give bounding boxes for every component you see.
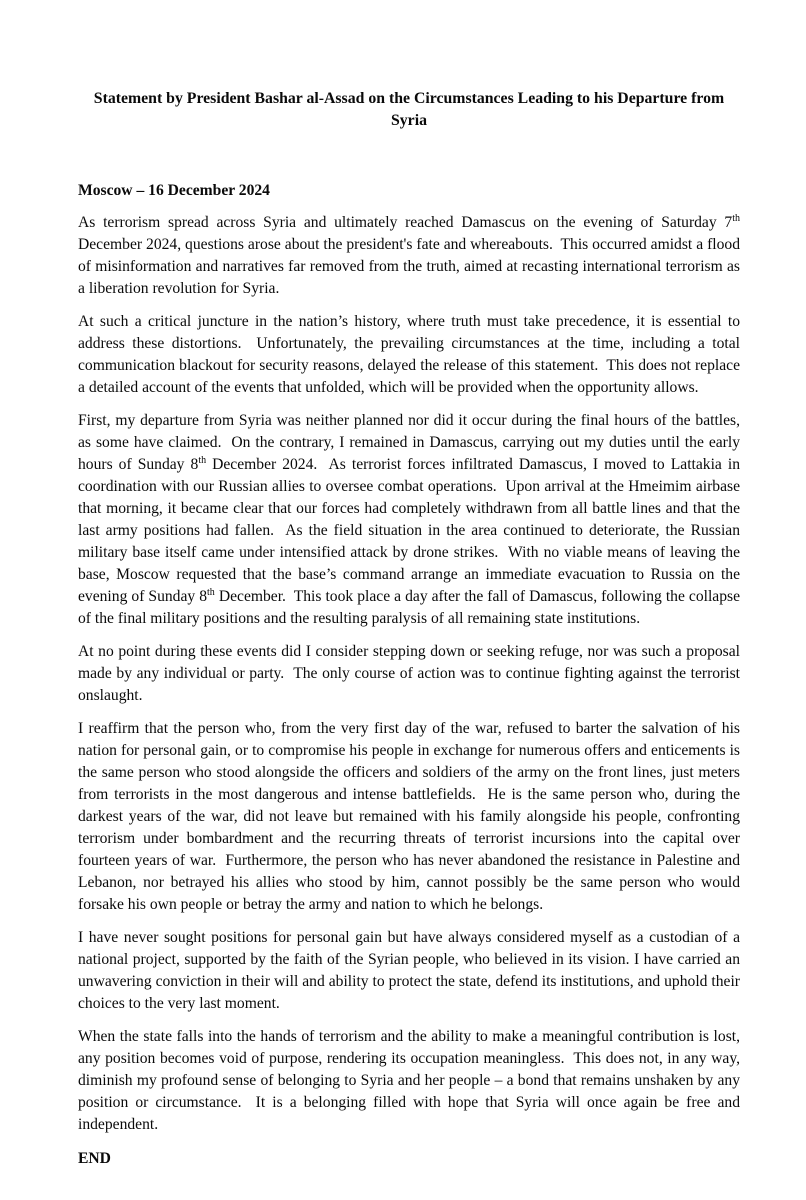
paragraph: I have never sought positions for personal gain but have always considered myself as a custodian of a national project, supported by the faith of the Syrian people, who believed in its vision. I have carried an unwavering conviction in their will and ability to protect the state, defend its institutions, and uphold their choices to the very last moment.	[78, 929, 744, 1012]
paragraph: At such a critical juncture in the nation’s history, where truth must take precedence, it is essential to address these distortions. Unfortunately, the prevailing circumstances at the time, including a total communication blackout for security reasons, delayed the release of this statement. This does not replace a detailed account of the events that unfolded, which will be provided when the opportunity allows.	[78, 313, 744, 396]
ordinal-superscript: th	[198, 454, 207, 466]
document-body	[78, 212, 744, 1136]
ordinal-superscript: th	[207, 586, 215, 598]
paragraph: When the state falls into the hands of terrorism and the ability to make a meaningful contribution is lost, any position becomes void of purpose, rendering its occupation meaningless. This does not, in any way, diminish my profound sense of belonging to Syria and her people – a bond that remains unshaken by any position or circumstance. It is a belonging filled with hope that Syria will once again be free and independent.	[78, 1028, 744, 1133]
ordinal-superscript: th	[732, 212, 740, 224]
paragraph: First, my departure from Syria was neither planned nor did it occur during the final hours of the battles, as some have claimed. On the contrary, I remained in Damascus, carrying out my duties until the early hours of Sunday 8th December 2024. As terrorist forces infiltrated Damascus, I moved to Lattakia in coordination with our Russian allies to oversee combat operations. Upon arrival at the Hmeimim airbase that morning, it became clear that our forces had completely withdrawn from all battle lines and that the last army positions had fallen. As the field situation in the area continued to deteriorate, the Russian military base itself came under intensified attack by drone strikes. With no viable means of leaving the base, Moscow requested that the base’s command arrange an immediate evacuation to Russia on the evening of Sunday 8th December. This took place a day after the fall of Damascus, following the collapse of the final military positions and the resulting paralysis of all remaining state institutions.	[78, 412, 744, 627]
paragraph: At no point during these events did I consider stepping down or seeking refuge, nor was such a proposal made by any individual or party. The only course of action was to continue fighting against the terrorist onslaught.	[78, 643, 744, 704]
end-marker: END	[78, 1150, 111, 1167]
document-title: Statement by President Bashar al-Assad on the Circumstances Leading to his Departure from Syria	[93, 90, 725, 129]
paragraph: As terrorism spread across Syria and ultimately reached Damascus on the evening of Saturday 7th December 2024, questions arose about the president's fate and whereabouts. This occurred amidst a flood of misinformation and narratives far removed from the truth, aimed at recasting international terrorism as a liberation revolution for Syria.	[78, 212, 744, 297]
paragraph: I reaffirm that the person who, from the very first day of the war, refused to barter the salvation of his nation for personal gain, or to compromise his people in exchange for numerous offers and enticements is the same person who stood alongside the officers and soldiers of the army on the front lines, just meters from terrorists in the most dangerous and intense battlefields. He is the same person who, during the darkest years of the war, did not leave but remained with his family alongside his people, confronting terrorism under bombardment and the recurring threats of terrorist incursions into the capital over fourteen years of war. Furthermore, the person who has never abandoned the resistance in Palestine and Lebanon, nor betrayed his allies who stood by him, cannot possibly be the same person who would forsake his own people or betray the army and nation to which he belongs.	[78, 720, 744, 913]
dateline: Moscow – 16 December 2024	[78, 182, 270, 199]
